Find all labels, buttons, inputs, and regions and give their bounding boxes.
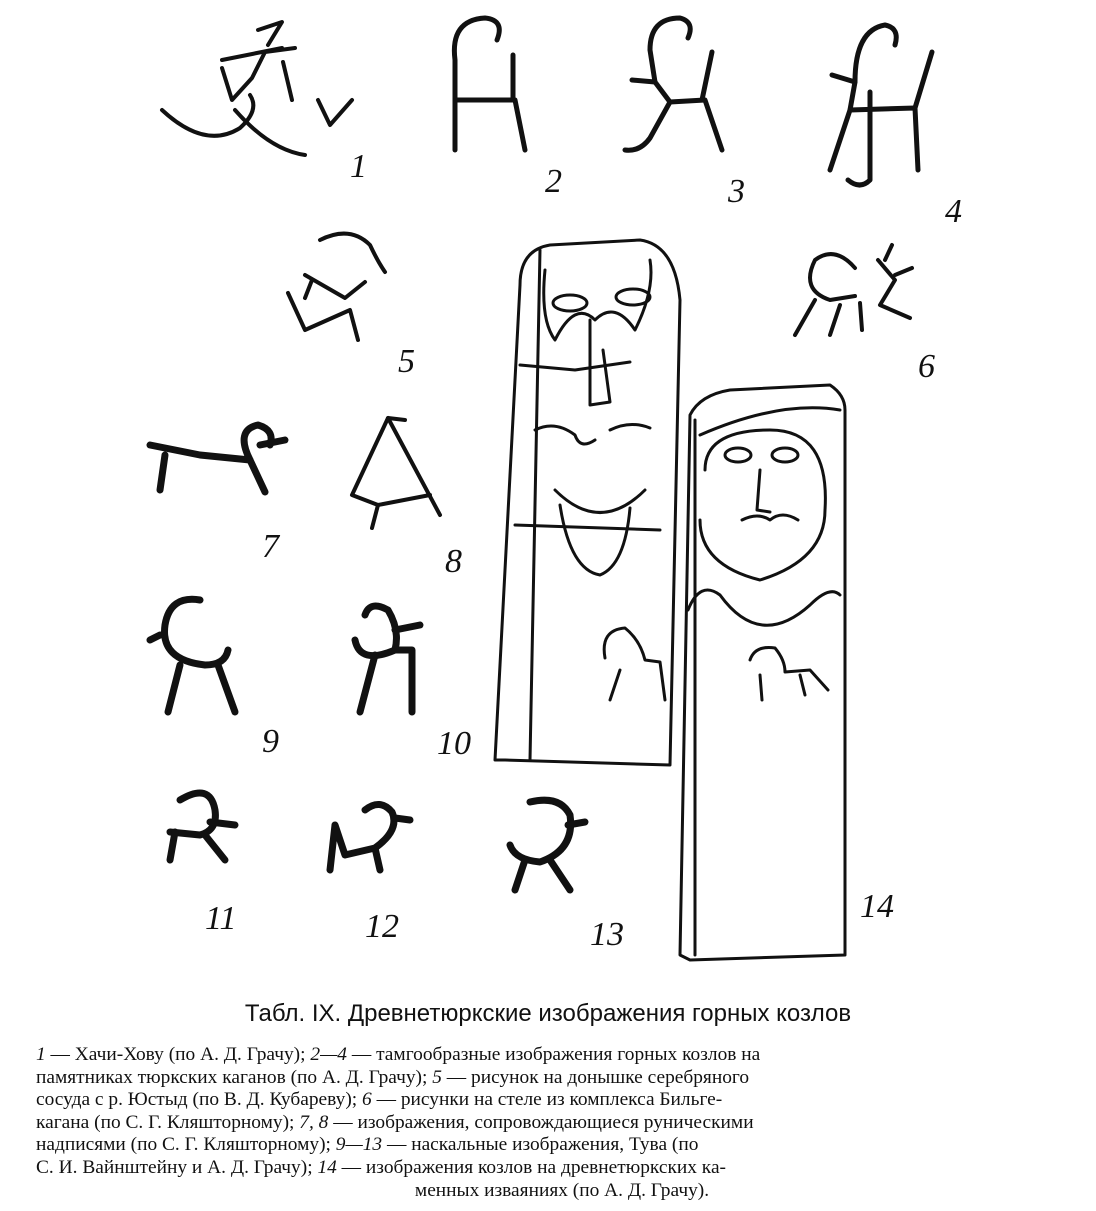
caption-text: — изображения козлов на древнетюркских ка- xyxy=(336,1156,727,1178)
goat-figure-12 xyxy=(330,804,410,870)
caption-line xyxy=(36,1112,1088,1135)
goat-figure-10 xyxy=(355,606,420,712)
caption-line xyxy=(36,1044,1088,1067)
caption-text: С. И. Вайнштейну и А. Д. Грачу); xyxy=(36,1156,318,1178)
figure-label: 10 xyxy=(437,725,471,762)
caption-line xyxy=(36,1180,1088,1203)
figure-label: 8 xyxy=(445,543,462,580)
goat-figure-1 xyxy=(162,22,352,155)
caption-figure-ref: 9—13 xyxy=(335,1134,383,1156)
goat-figure-5 xyxy=(288,234,385,340)
figure-label: 1 xyxy=(350,148,367,185)
plate-caption xyxy=(36,1044,1088,1202)
stele-1 xyxy=(495,240,680,765)
caption-text: надписями (по С. Г. Кляшторному); xyxy=(36,1134,336,1156)
caption-figure-ref: 1 xyxy=(36,1044,46,1065)
goat-figure-8 xyxy=(352,418,440,528)
stele-14 xyxy=(680,385,845,960)
figure-label: 4 xyxy=(945,193,962,230)
caption-line xyxy=(36,1089,1088,1112)
plate-title: Табл. IX. Древнетюркские изображения горных козлов xyxy=(244,1000,852,1027)
caption-figure-ref: 5 xyxy=(432,1066,442,1088)
caption-line xyxy=(36,1134,1088,1157)
goat-figure-9 xyxy=(150,599,235,712)
caption-figure-ref: 7, 8 xyxy=(299,1111,329,1133)
figure-label: 2 xyxy=(545,163,562,200)
goat-figure-7 xyxy=(150,425,285,492)
caption-text: — рисунки на стеле из комплекса Бильге- xyxy=(371,1089,723,1111)
caption-text: памятниках тюркских каганов (по А. Д. Грачу); xyxy=(36,1066,433,1088)
goat-figure-11 xyxy=(170,793,235,860)
goat-figure-6 xyxy=(795,245,912,335)
figure-label: 5 xyxy=(398,343,415,380)
caption-figure-ref: 14 xyxy=(317,1156,337,1178)
caption-text: — рисунок на донышке серебряного xyxy=(441,1066,750,1088)
goat-figure-3 xyxy=(625,18,722,150)
caption-figure-ref: 2—4 xyxy=(310,1044,348,1065)
caption-text: менных изваяниях (по А. Д. Грачу). xyxy=(414,1179,710,1201)
goat-figure-4 xyxy=(830,25,932,185)
figure-label: 12 xyxy=(365,908,399,945)
figure-label: 11 xyxy=(205,900,237,937)
goat-figure-2 xyxy=(454,18,525,150)
caption-text: — изображения, сопровождающиеся руническими xyxy=(328,1111,754,1133)
figure-label: 9 xyxy=(262,723,279,760)
caption-text: — тамгообразные изображения горных козлов на xyxy=(347,1044,761,1065)
caption-text: кагана (по С. Г. Кляшторному); xyxy=(36,1111,300,1133)
figure-label: 13 xyxy=(590,916,624,953)
figure-label: 14 xyxy=(860,888,894,925)
caption-text: — Хачи-Хову (по А. Д. Грачу); xyxy=(45,1044,311,1065)
caption-figure-ref: 6 xyxy=(362,1089,372,1111)
figure-label: 3 xyxy=(728,173,745,210)
figure-label: 6 xyxy=(918,348,935,385)
caption-text: — наскальные изображения, Тува (по xyxy=(382,1134,699,1156)
caption-text: сосуда с р. Юстыд (по В. Д. Кубареву); xyxy=(36,1089,363,1111)
caption-line xyxy=(36,1067,1088,1090)
figure-label: 7 xyxy=(262,528,279,565)
caption-line xyxy=(36,1157,1088,1180)
goat-figure-13 xyxy=(510,800,585,890)
